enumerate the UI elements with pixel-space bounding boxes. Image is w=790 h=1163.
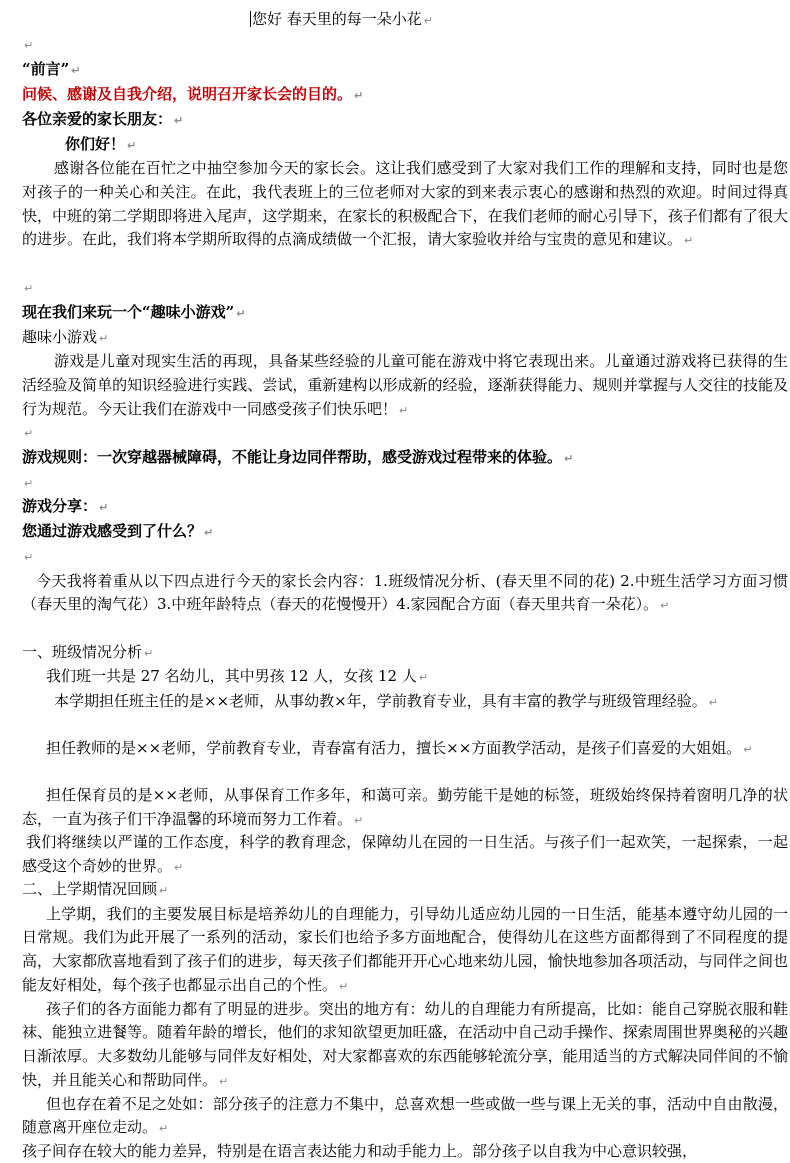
document-page: [22, 8, 788, 1163]
paragraph-mark-icon: ↵: [219, 1074, 229, 1088]
empty-line: [22, 276, 788, 301]
intro-paragraph-text[interactable]: 感谢各位能在百忙之中抽空参加今天的家长会。这让我们感受到了大家对我们工作的理解和支持，同时也是您对孩子的一种关心和关注。在此，我代表班上的三位老师对大家的到来表示衷心的感谢和热烈的欢迎。时间过得真快，中班的第二学期即将进入尾声，这学期来，在家长的积极配合下，在我们老师的耐心引导下，孩子们都有了很大的进步。在此，我们将本学期所取得的点滴成绩做一个汇报，请大家验收并给与宝贵的意见和建议。: [22, 159, 788, 249]
salutation-text[interactable]: 各位亲爱的家长朋友：: [22, 109, 173, 128]
review1-text[interactable]: 上学期，我们的主要发展目标是培养幼儿的自理能力，引导幼儿适应幼儿园的一日生活，能基本遵守幼儿园的一日常规。我们为此开展了一系列的活动，家长们也给予多方面地配合，使得幼儿在这些方面都得到了不同程度的提高，大家都欣喜地看到了孩子们的进步，每天孩子们都能开开心心地来幼儿园，愉快地参加各项活动，与同伴之间也能友好相处，每个孩子也都显示出自己的个性。: [22, 904, 788, 994]
paragraph-mark-icon: ↵: [24, 38, 34, 52]
agenda-paragraph: [22, 570, 788, 641]
paragraph-mark-icon: ↵: [564, 452, 574, 466]
game-heading: [22, 301, 788, 326]
paragraph-mark-icon: ↵: [159, 883, 169, 897]
game-paragraph-text[interactable]: 游戏是儿童对现实生活的再现，具备某些经验的儿童可能在游戏中将它表现出来。儿童通过游戏将已获得的生活经验及简单的知识经验进行实践、尝试，重新建构以形成新的经验，逐渐获得能力、规则并掌握与人交往的技能及行为规范。今天让我们在游戏中一同感受孩子们快乐吧！: [22, 352, 788, 418]
paragraph-mark-icon: ↵: [99, 501, 109, 515]
game-share: [22, 495, 788, 520]
empty-line: [22, 471, 788, 496]
preface-heading-text[interactable]: “前言”: [22, 60, 70, 79]
paragraph-mark-icon: ↵: [24, 476, 34, 490]
paragraph-mark-icon: ↵: [354, 813, 364, 827]
class-count-text[interactable]: 我们班一共是 27 名幼儿，其中男孩 12 人，女孩 12 人: [46, 667, 417, 686]
paragraph-mark-icon: ↵: [144, 646, 154, 660]
paragraph-mark-icon: ↵: [660, 599, 670, 613]
caregiver-paragraph: [22, 784, 788, 831]
paragraph-mark-icon: ↵: [708, 695, 718, 709]
paragraph-mark-icon: ↵: [743, 742, 753, 756]
commitment-paragraph: [22, 831, 788, 878]
agenda-paragraph-text[interactable]: 今天我将着重从以下四点进行今天的家长会内容：1.班级情况分析、(春天里不同的花) 2.中班生活学习方面习惯（春天里的淘气花）3.中班年龄特点（春天的花慢慢开）4.家园配合方面（春天里共育一朵花）。: [22, 571, 788, 614]
review3-text[interactable]: 但也存在着不足之处如：部分孩子的注意力不集中，总喜欢想一些或做一些与课上无关的事，活动中自由散漫，随意离开座位走动。: [22, 1094, 788, 1137]
document-title[interactable]: 您好 春天里的每一朵小花: [252, 10, 422, 28]
document-title-line: [22, 8, 788, 33]
teacher2-text[interactable]: 担任教师的是××老师，学前教育专业，青春富有活力，擅长××方面教学活动，是孩子们喜爱的大姐姐。: [46, 738, 742, 757]
paragraph-mark-icon: ↵: [174, 860, 184, 874]
paragraph-mark-icon: ↵: [71, 64, 81, 78]
greeting-text[interactable]: 你们好！: [65, 134, 126, 153]
game-rules: [22, 446, 788, 471]
paragraph-mark-icon: ↵: [236, 306, 246, 320]
greeting: [22, 133, 788, 158]
review-paragraph-2: [22, 998, 788, 1093]
preface-heading: [22, 58, 788, 83]
teacher2-paragraph: [22, 737, 788, 784]
preface-note-text[interactable]: 问候、感谢及自我介绍，说明召开家长会的目的。: [22, 85, 353, 104]
paragraph-mark-icon: ↵: [24, 282, 34, 296]
game-question-text[interactable]: 您通过游戏感受到了什么？: [22, 522, 203, 541]
game-label-text[interactable]: 趣味小游戏: [22, 327, 98, 346]
game-heading-text[interactable]: 现在我们来玩一个“趣味小游戏”: [22, 302, 235, 321]
paragraph-mark-icon: ↵: [423, 14, 433, 27]
game-question: [22, 520, 788, 545]
empty-line: [22, 33, 788, 58]
section1-title-text[interactable]: 一、班级情况分析: [22, 642, 143, 661]
paragraph-mark-icon: ↵: [174, 113, 184, 127]
review4-text[interactable]: 孩子间存在较大的能力差异，特别是在语言表达能力和动手能力上。部分孩子以自我为中心意识较强，: [22, 1141, 698, 1160]
paragraph-mark-icon: ↵: [684, 234, 694, 248]
review-paragraph-4: [22, 1140, 788, 1163]
paragraph-mark-icon: ↵: [127, 138, 137, 152]
preface-note: [22, 83, 788, 108]
section1-title: [22, 641, 788, 666]
paragraph-mark-icon: ↵: [24, 550, 34, 564]
review-paragraph-1: [22, 903, 788, 998]
game-share-text[interactable]: 游戏分享：: [22, 497, 98, 516]
section2-title-text[interactable]: 二、上学期情况回顾: [22, 879, 158, 898]
text-cursor: [250, 11, 251, 27]
paragraph-mark-icon: ↵: [24, 427, 34, 441]
paragraph-mark-icon: ↵: [418, 671, 429, 685]
game-label: [22, 326, 788, 351]
empty-line: [22, 421, 788, 446]
review-paragraph-3: [22, 1093, 788, 1140]
paragraph-mark-icon: ↵: [99, 331, 109, 345]
caregiver-text[interactable]: 担任保育员的是××老师，从事保育工作多年，和蔼可亲。勤劳能干是她的标签，班级始终保持着窗明几净的状态，一直为孩子们干净温馨的环境而努力工作着。: [22, 785, 788, 828]
paragraph-mark-icon: ↵: [159, 1122, 169, 1136]
paragraph-mark-icon: ↵: [399, 403, 409, 417]
paragraph-mark-icon: ↵: [204, 526, 214, 540]
salutation: [22, 108, 788, 133]
intro-paragraph: [22, 157, 788, 275]
paragraph-mark-icon: ↵: [354, 89, 364, 103]
game-rules-text[interactable]: 游戏规则：一次穿越器械障碍，不能让身边同伴帮助，感受游戏过程带来的体验。: [22, 448, 563, 467]
class-count: [22, 665, 788, 690]
game-paragraph: [22, 350, 788, 421]
paragraph-mark-icon: ↵: [339, 979, 349, 993]
section2-title: [22, 878, 788, 903]
head-teacher-paragraph: [22, 690, 788, 737]
head-teacher-text[interactable]: 本学期担任班主任的是××老师，从事幼教×年，学前教育专业，具有丰富的教学与班级管理经验。: [54, 691, 707, 710]
review2-text[interactable]: 孩子们的各方面能力都有了明显的进步。突出的地方有：幼儿的自理能力有所提高，比如：能自己穿脱衣服和鞋袜、能独立进餐等。随着年龄的增长，他们的求知欲望更加旺盛，在活动中自己动手操作、探索周围世界奥秘的兴趣日渐浓厚。大多数幼儿能够与同伴友好相处，对大家都喜欢的东西能够轮流分享，能用适当的方式解决同伴间的不愉快，并且能关心和帮助同伴。: [22, 999, 788, 1089]
empty-line: [22, 545, 788, 570]
commitment-text[interactable]: 我们将继续以严谨的工作态度，科学的教育理念，保障幼儿在园的一日生活。与孩子们一起欢笑，一起探索，一起感受这个奇妙的世界。: [22, 832, 788, 875]
